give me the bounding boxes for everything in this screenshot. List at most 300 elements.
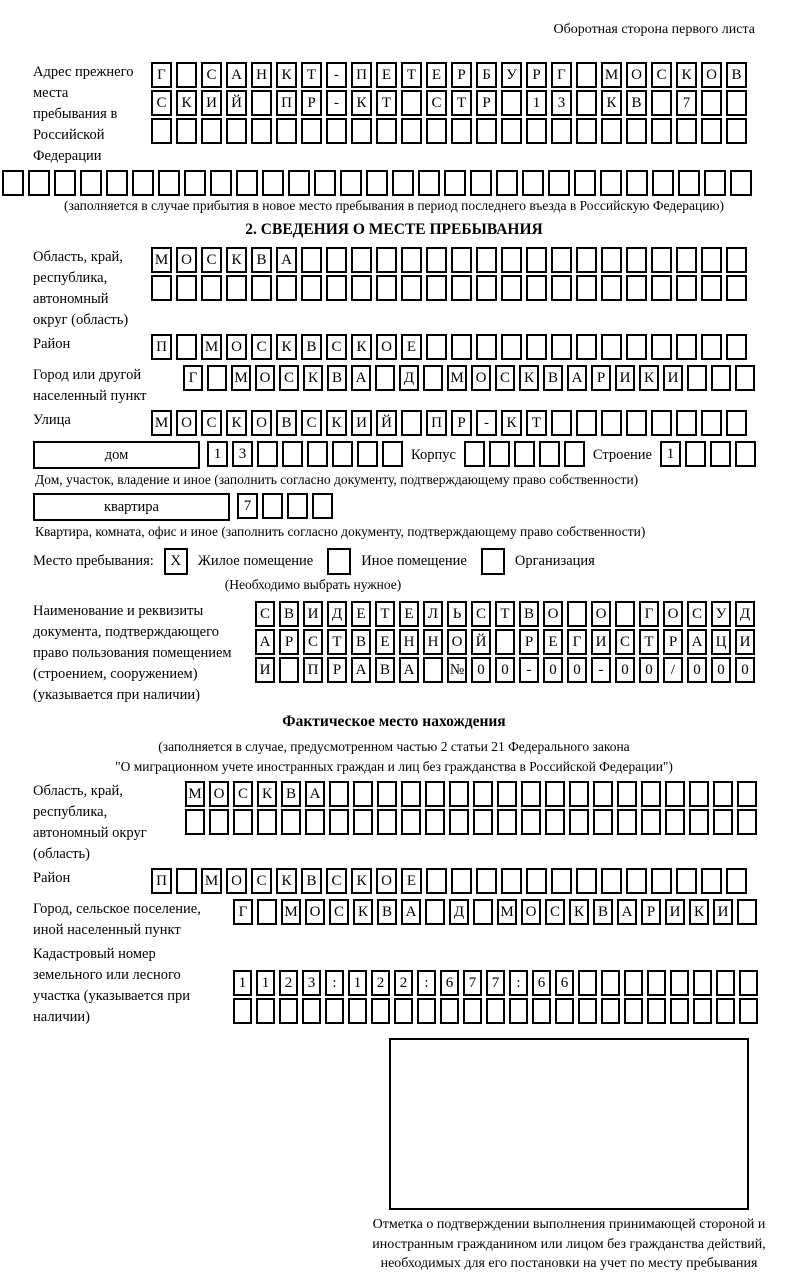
char-cell[interactable]: 2	[371, 970, 390, 996]
char-cell[interactable]	[501, 868, 522, 894]
char-cell[interactable]: П	[351, 62, 372, 88]
char-cell[interactable]: Г	[639, 601, 659, 627]
char-cell[interactable]	[737, 781, 757, 807]
char-cell[interactable]: Н	[251, 62, 272, 88]
char-cell[interactable]	[262, 493, 283, 519]
char-cell[interactable]: В	[251, 247, 272, 273]
char-cell[interactable]: М	[185, 781, 205, 807]
char-cell[interactable]	[426, 334, 447, 360]
char-cell[interactable]: 6	[440, 970, 459, 996]
char-cell[interactable]	[576, 90, 597, 116]
char-cell[interactable]	[451, 118, 472, 144]
char-cell[interactable]	[301, 247, 322, 273]
char-cell[interactable]: О	[663, 601, 683, 627]
char-cell[interactable]	[676, 247, 697, 273]
char-cell[interactable]	[326, 118, 347, 144]
char-cell[interactable]: К	[353, 899, 373, 925]
char-cell[interactable]	[382, 441, 403, 467]
char-cell[interactable]	[451, 247, 472, 273]
char-cell[interactable]: К	[351, 90, 372, 116]
char-cell[interactable]	[711, 365, 731, 391]
char-cell[interactable]: С	[201, 247, 222, 273]
char-cell[interactable]: Г	[567, 629, 587, 655]
char-cell[interactable]	[514, 441, 535, 467]
char-cell[interactable]: 3	[302, 970, 321, 996]
char-cell[interactable]	[615, 601, 635, 627]
char-cell[interactable]	[601, 868, 622, 894]
char-cell[interactable]: В	[301, 334, 322, 360]
char-cell[interactable]	[28, 170, 50, 196]
char-cell[interactable]: И	[713, 899, 733, 925]
char-cell[interactable]: Т	[451, 90, 472, 116]
char-cell[interactable]: Е	[375, 629, 395, 655]
char-cell[interactable]: О	[176, 410, 197, 436]
char-cell[interactable]: Р	[641, 899, 661, 925]
char-cell[interactable]	[418, 170, 440, 196]
char-cell[interactable]	[687, 365, 707, 391]
char-cell[interactable]	[576, 275, 597, 301]
char-cell[interactable]	[617, 781, 637, 807]
char-cell[interactable]	[497, 781, 517, 807]
char-cell[interactable]	[375, 365, 395, 391]
char-cell[interactable]: -	[326, 90, 347, 116]
char-cell[interactable]	[376, 118, 397, 144]
char-cell[interactable]: П	[303, 657, 323, 683]
char-cell[interactable]	[276, 118, 297, 144]
char-cell[interactable]	[426, 247, 447, 273]
char-cell[interactable]: С	[687, 601, 707, 627]
char-cell[interactable]: Г	[233, 899, 253, 925]
char-cell[interactable]	[351, 275, 372, 301]
char-cell[interactable]	[376, 275, 397, 301]
char-cell[interactable]	[366, 170, 388, 196]
char-cell[interactable]	[693, 998, 712, 1024]
char-cell[interactable]: Б	[476, 62, 497, 88]
char-cell[interactable]	[701, 868, 722, 894]
char-cell[interactable]	[676, 118, 697, 144]
char-cell[interactable]	[209, 809, 229, 835]
char-cell[interactable]: Н	[399, 629, 419, 655]
char-cell[interactable]: 0	[543, 657, 563, 683]
char-cell[interactable]	[716, 998, 735, 1024]
char-cell[interactable]: П	[276, 90, 297, 116]
char-cell[interactable]: 1	[256, 970, 275, 996]
char-cell[interactable]	[451, 868, 472, 894]
char-cell[interactable]: С	[471, 601, 491, 627]
char-cell[interactable]: С	[303, 629, 323, 655]
char-cell[interactable]: В	[626, 90, 647, 116]
char-cell[interactable]: М	[151, 410, 172, 436]
char-cell[interactable]	[693, 970, 712, 996]
char-cell[interactable]: А	[399, 657, 419, 683]
char-cell[interactable]: У	[711, 601, 731, 627]
char-cell[interactable]: К	[639, 365, 659, 391]
char-cell[interactable]	[730, 170, 752, 196]
char-cell[interactable]: Д	[449, 899, 469, 925]
char-cell[interactable]: И	[663, 365, 683, 391]
char-cell[interactable]	[726, 275, 747, 301]
char-cell[interactable]: И	[255, 657, 275, 683]
char-cell[interactable]: Р	[526, 62, 547, 88]
char-cell[interactable]	[701, 118, 722, 144]
char-cell[interactable]	[601, 410, 622, 436]
char-cell[interactable]: С	[326, 868, 347, 894]
char-cell[interactable]: Е	[401, 334, 422, 360]
char-cell[interactable]: 3	[232, 441, 253, 467]
char-cell[interactable]: К	[676, 62, 697, 88]
char-cell[interactable]	[651, 118, 672, 144]
char-cell[interactable]	[532, 998, 551, 1024]
char-cell[interactable]	[357, 441, 378, 467]
char-cell[interactable]	[617, 809, 637, 835]
char-cell[interactable]: К	[226, 247, 247, 273]
char-cell[interactable]: С	[545, 899, 565, 925]
char-cell[interactable]	[251, 90, 272, 116]
char-cell[interactable]: С	[301, 410, 322, 436]
char-cell[interactable]	[726, 247, 747, 273]
char-cell[interactable]	[444, 170, 466, 196]
char-cell[interactable]	[301, 118, 322, 144]
char-cell[interactable]	[601, 275, 622, 301]
char-cell[interactable]	[710, 441, 731, 467]
char-cell[interactable]: М	[231, 365, 251, 391]
char-cell[interactable]	[377, 809, 397, 835]
char-cell[interactable]	[476, 118, 497, 144]
char-cell[interactable]	[325, 998, 344, 1024]
char-cell[interactable]: В	[281, 781, 301, 807]
char-cell[interactable]	[473, 809, 493, 835]
char-cell[interactable]	[423, 657, 443, 683]
char-cell[interactable]	[626, 334, 647, 360]
char-cell[interactable]	[676, 410, 697, 436]
char-cell[interactable]	[652, 170, 674, 196]
char-cell[interactable]	[226, 118, 247, 144]
char-cell[interactable]: С	[329, 899, 349, 925]
char-cell[interactable]	[423, 365, 443, 391]
char-cell[interactable]	[401, 410, 422, 436]
char-cell[interactable]: О	[701, 62, 722, 88]
char-cell[interactable]	[509, 998, 528, 1024]
char-cell[interactable]: К	[326, 410, 347, 436]
char-cell[interactable]	[647, 998, 666, 1024]
char-cell[interactable]	[551, 868, 572, 894]
char-cell[interactable]: О	[543, 601, 563, 627]
char-cell[interactable]: Р	[301, 90, 322, 116]
char-cell[interactable]	[262, 170, 284, 196]
char-cell[interactable]: А	[687, 629, 707, 655]
char-cell[interactable]	[314, 170, 336, 196]
char-cell[interactable]	[233, 998, 252, 1024]
char-cell[interactable]: А	[567, 365, 587, 391]
char-cell[interactable]	[641, 781, 661, 807]
char-cell[interactable]	[307, 441, 328, 467]
char-cell[interactable]: П	[426, 410, 447, 436]
char-cell[interactable]	[601, 998, 620, 1024]
char-cell[interactable]	[685, 441, 706, 467]
char-cell[interactable]	[257, 809, 277, 835]
char-cell[interactable]: 7	[486, 970, 505, 996]
char-cell[interactable]	[574, 170, 596, 196]
char-cell[interactable]	[417, 998, 436, 1024]
char-cell[interactable]: Т	[301, 62, 322, 88]
char-cell[interactable]: Д	[327, 601, 347, 627]
char-cell[interactable]: К	[569, 899, 589, 925]
char-cell[interactable]	[678, 170, 700, 196]
char-cell[interactable]: О	[226, 334, 247, 360]
char-cell[interactable]: В	[375, 657, 395, 683]
char-cell[interactable]	[522, 170, 544, 196]
char-cell[interactable]	[329, 781, 349, 807]
char-cell[interactable]	[226, 275, 247, 301]
char-cell[interactable]: О	[251, 410, 272, 436]
char-cell[interactable]	[501, 90, 522, 116]
char-cell[interactable]: П	[151, 868, 172, 894]
char-cell[interactable]: О	[626, 62, 647, 88]
char-cell[interactable]	[426, 868, 447, 894]
char-cell[interactable]	[236, 170, 258, 196]
char-cell[interactable]	[701, 247, 722, 273]
char-cell[interactable]	[281, 809, 301, 835]
char-cell[interactable]	[665, 809, 685, 835]
char-cell[interactable]	[476, 247, 497, 273]
char-cell[interactable]	[737, 809, 757, 835]
char-cell[interactable]: В	[543, 365, 563, 391]
char-cell[interactable]	[348, 998, 367, 1024]
char-cell[interactable]: И	[591, 629, 611, 655]
char-cell[interactable]	[564, 441, 585, 467]
char-cell[interactable]	[279, 998, 298, 1024]
char-cell[interactable]	[739, 970, 758, 996]
char-cell[interactable]: 1	[348, 970, 367, 996]
char-cell[interactable]: Ц	[711, 629, 731, 655]
char-cell[interactable]	[158, 170, 180, 196]
char-cell[interactable]: В	[377, 899, 397, 925]
char-cell[interactable]: В	[327, 365, 347, 391]
char-cell[interactable]	[576, 118, 597, 144]
char-cell[interactable]: М	[447, 365, 467, 391]
char-cell[interactable]	[302, 998, 321, 1024]
char-cell[interactable]	[526, 118, 547, 144]
char-cell[interactable]	[464, 441, 485, 467]
char-cell[interactable]	[576, 410, 597, 436]
char-cell[interactable]: В	[301, 868, 322, 894]
char-cell[interactable]: Г	[151, 62, 172, 88]
char-cell[interactable]	[676, 868, 697, 894]
char-cell[interactable]	[201, 275, 222, 301]
char-cell[interactable]	[651, 334, 672, 360]
char-cell[interactable]	[576, 868, 597, 894]
char-cell[interactable]: Т	[639, 629, 659, 655]
checkbox-residential[interactable]: X	[164, 548, 188, 575]
char-cell[interactable]: И	[351, 410, 372, 436]
char-cell[interactable]: Р	[327, 657, 347, 683]
char-cell[interactable]: О	[376, 334, 397, 360]
char-cell[interactable]	[737, 899, 757, 925]
char-cell[interactable]: К	[351, 868, 372, 894]
char-cell[interactable]	[449, 781, 469, 807]
char-cell[interactable]	[651, 247, 672, 273]
char-cell[interactable]	[353, 809, 373, 835]
char-cell[interactable]: Т	[327, 629, 347, 655]
char-cell[interactable]	[716, 970, 735, 996]
char-cell[interactable]: Д	[399, 365, 419, 391]
char-cell[interactable]: 0	[615, 657, 635, 683]
checkbox-organization[interactable]	[481, 548, 505, 575]
char-cell[interactable]	[551, 118, 572, 144]
char-cell[interactable]: У	[501, 62, 522, 88]
char-cell[interactable]	[176, 275, 197, 301]
char-cell[interactable]: 0	[471, 657, 491, 683]
char-cell[interactable]: О	[591, 601, 611, 627]
char-cell[interactable]: Е	[426, 62, 447, 88]
char-cell[interactable]	[451, 334, 472, 360]
char-cell[interactable]	[301, 275, 322, 301]
char-cell[interactable]	[701, 410, 722, 436]
char-cell[interactable]: К	[303, 365, 323, 391]
char-cell[interactable]	[670, 970, 689, 996]
char-cell[interactable]	[704, 170, 726, 196]
char-cell[interactable]: 7	[676, 90, 697, 116]
char-cell[interactable]	[251, 275, 272, 301]
char-cell[interactable]: Е	[399, 601, 419, 627]
char-cell[interactable]: Р	[519, 629, 539, 655]
char-cell[interactable]: -	[519, 657, 539, 683]
char-cell[interactable]	[601, 247, 622, 273]
char-cell[interactable]	[701, 334, 722, 360]
char-cell[interactable]	[80, 170, 102, 196]
char-cell[interactable]: Т	[526, 410, 547, 436]
char-cell[interactable]	[651, 410, 672, 436]
char-cell[interactable]: 6	[532, 970, 551, 996]
char-cell[interactable]: К	[276, 868, 297, 894]
char-cell[interactable]	[279, 657, 299, 683]
char-cell[interactable]: А	[226, 62, 247, 88]
char-cell[interactable]: К	[501, 410, 522, 436]
char-cell[interactable]: 6	[555, 970, 574, 996]
char-cell[interactable]	[426, 118, 447, 144]
char-cell[interactable]	[601, 970, 620, 996]
char-cell[interactable]	[470, 170, 492, 196]
char-cell[interactable]	[276, 275, 297, 301]
char-cell[interactable]	[201, 118, 222, 144]
char-cell[interactable]: В	[726, 62, 747, 88]
char-cell[interactable]: К	[519, 365, 539, 391]
char-cell[interactable]	[735, 441, 756, 467]
char-cell[interactable]: Р	[663, 629, 683, 655]
char-cell[interactable]: И	[735, 629, 755, 655]
char-cell[interactable]	[576, 62, 597, 88]
char-cell[interactable]: М	[151, 247, 172, 273]
char-cell[interactable]	[257, 441, 278, 467]
char-cell[interactable]	[739, 998, 758, 1024]
char-cell[interactable]	[495, 629, 515, 655]
char-cell[interactable]	[726, 868, 747, 894]
char-cell[interactable]: Р	[451, 410, 472, 436]
char-cell[interactable]	[676, 275, 697, 301]
char-cell[interactable]	[151, 275, 172, 301]
char-cell[interactable]	[521, 809, 541, 835]
char-cell[interactable]: С	[251, 868, 272, 894]
char-cell[interactable]: О	[521, 899, 541, 925]
char-cell[interactable]: :	[509, 970, 528, 996]
char-cell[interactable]: С	[201, 410, 222, 436]
char-cell[interactable]	[476, 334, 497, 360]
char-cell[interactable]: 0	[495, 657, 515, 683]
char-cell[interactable]	[489, 441, 510, 467]
char-cell[interactable]: 2	[279, 970, 298, 996]
char-cell[interactable]: А	[351, 365, 371, 391]
char-cell[interactable]: С	[651, 62, 672, 88]
char-cell[interactable]: О	[376, 868, 397, 894]
char-cell[interactable]: А	[401, 899, 421, 925]
char-cell[interactable]	[401, 275, 422, 301]
char-cell[interactable]	[545, 781, 565, 807]
char-cell[interactable]: К	[689, 899, 709, 925]
char-cell[interactable]: /	[663, 657, 683, 683]
char-cell[interactable]: С	[251, 334, 272, 360]
char-cell[interactable]	[641, 809, 661, 835]
char-cell[interactable]	[551, 410, 572, 436]
char-cell[interactable]	[353, 781, 373, 807]
char-cell[interactable]	[401, 118, 422, 144]
char-cell[interactable]	[473, 899, 493, 925]
char-cell[interactable]: П	[151, 334, 172, 360]
char-cell[interactable]	[576, 334, 597, 360]
char-cell[interactable]	[551, 275, 572, 301]
char-cell[interactable]: И	[665, 899, 685, 925]
char-cell[interactable]	[425, 781, 445, 807]
char-cell[interactable]: К	[276, 62, 297, 88]
char-cell[interactable]	[340, 170, 362, 196]
char-cell[interactable]	[521, 781, 541, 807]
char-cell[interactable]	[501, 334, 522, 360]
char-cell[interactable]: 0	[567, 657, 587, 683]
char-cell[interactable]	[106, 170, 128, 196]
char-cell[interactable]: С	[326, 334, 347, 360]
char-cell[interactable]	[526, 868, 547, 894]
char-cell[interactable]	[233, 809, 253, 835]
char-cell[interactable]: -	[326, 62, 347, 88]
char-cell[interactable]: С	[201, 62, 222, 88]
char-cell[interactable]	[701, 275, 722, 301]
char-cell[interactable]: А	[617, 899, 637, 925]
char-cell[interactable]	[473, 781, 493, 807]
char-cell[interactable]: №	[447, 657, 467, 683]
char-cell[interactable]	[496, 170, 518, 196]
char-cell[interactable]	[651, 275, 672, 301]
char-cell[interactable]: 0	[687, 657, 707, 683]
char-cell[interactable]	[476, 868, 497, 894]
char-cell[interactable]	[207, 365, 227, 391]
char-cell[interactable]	[626, 410, 647, 436]
char-cell[interactable]	[476, 275, 497, 301]
char-cell[interactable]: Р	[451, 62, 472, 88]
char-cell[interactable]	[735, 365, 755, 391]
char-cell[interactable]: 1	[233, 970, 252, 996]
char-cell[interactable]	[539, 441, 560, 467]
char-cell[interactable]	[176, 868, 197, 894]
char-cell[interactable]	[626, 170, 648, 196]
char-cell[interactable]	[377, 781, 397, 807]
char-cell[interactable]: А	[351, 657, 371, 683]
char-cell[interactable]: -	[476, 410, 497, 436]
char-cell[interactable]: Е	[543, 629, 563, 655]
char-cell[interactable]: А	[255, 629, 275, 655]
char-cell[interactable]	[726, 334, 747, 360]
char-cell[interactable]: О	[447, 629, 467, 655]
char-cell[interactable]	[647, 970, 666, 996]
char-cell[interactable]: К	[226, 410, 247, 436]
